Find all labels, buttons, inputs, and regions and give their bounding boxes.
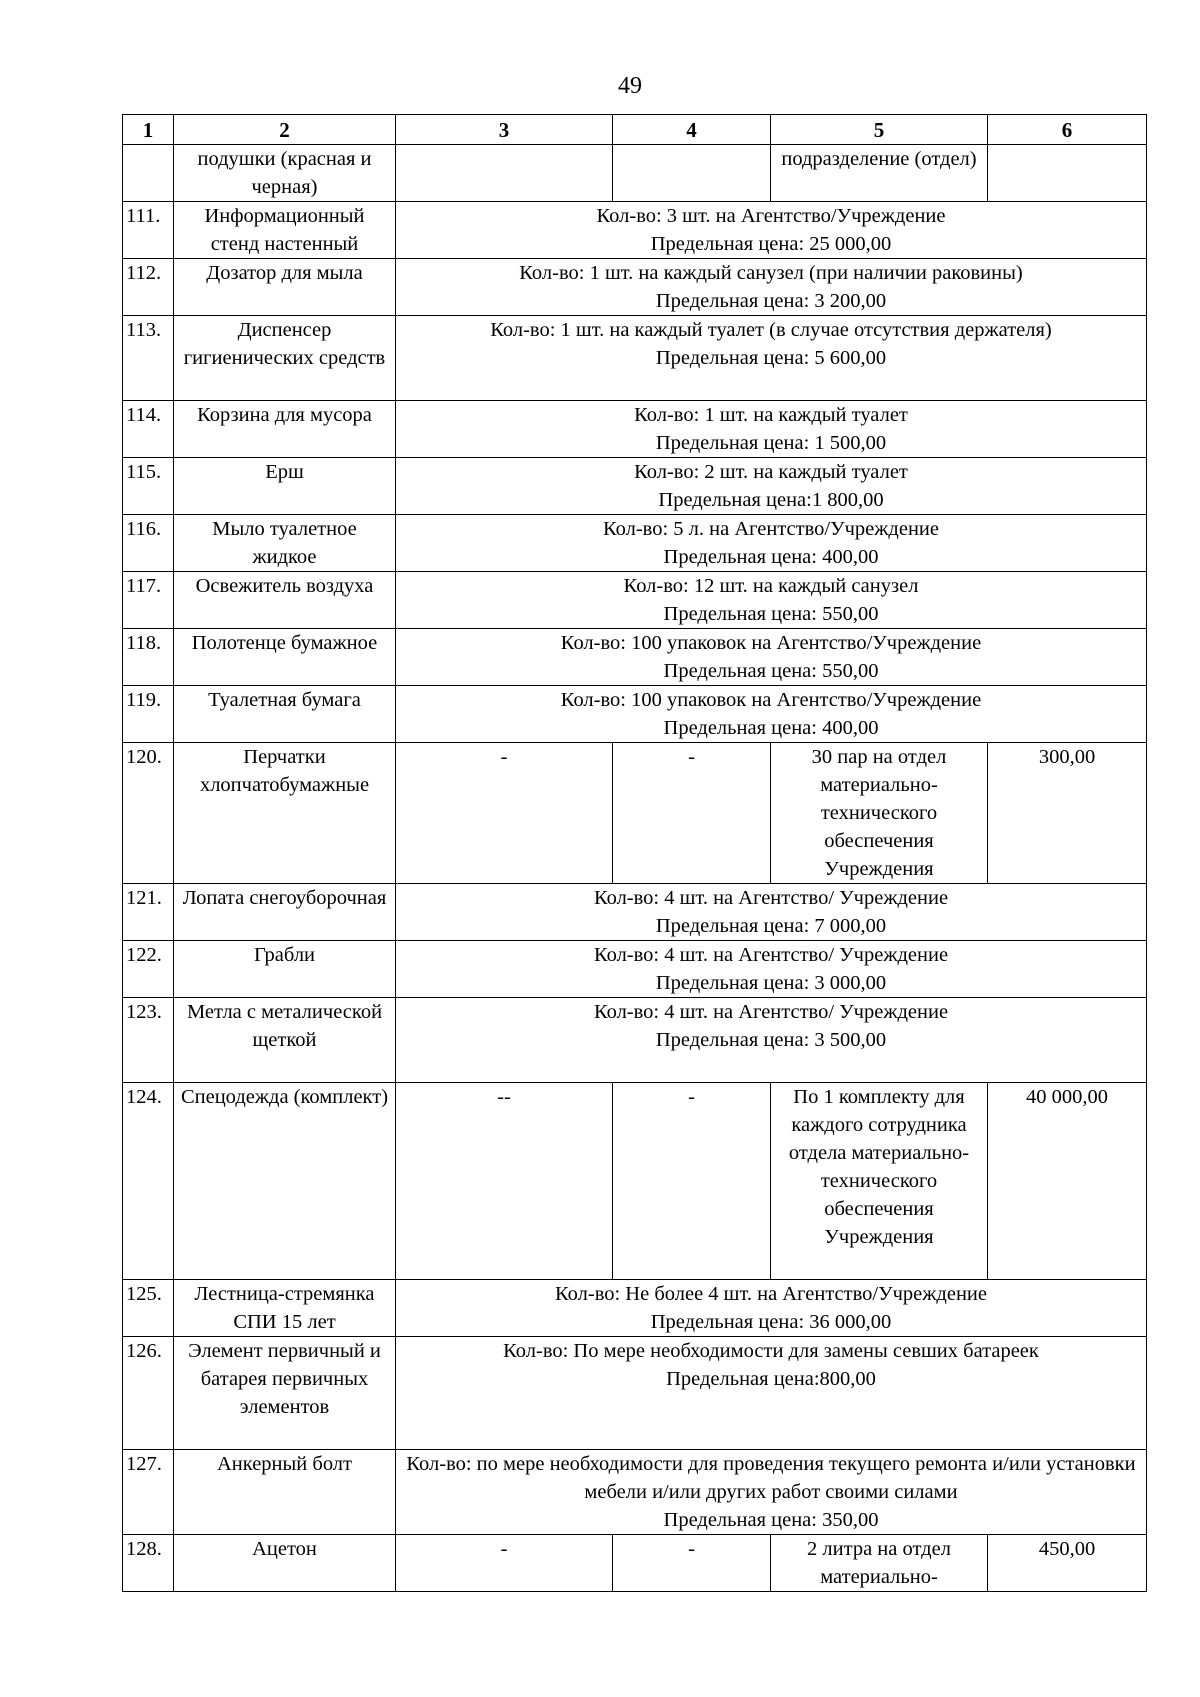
- cell-num: [123, 145, 174, 202]
- table-row: [123, 515, 1147, 572]
- cell-col5: 30 пар на отдел материально-технического обеспечения Учреждения: [771, 743, 988, 884]
- cell-name: Освежитель воздуха: [174, 572, 396, 629]
- cell-merged-spec: Кол-во: 1 шт. на каждый туалет Предельная цена: 1 500,00: [396, 401, 1147, 458]
- cell-col3: [396, 145, 613, 202]
- cell-name: Ерш: [174, 458, 396, 515]
- cell-num: 122.: [123, 941, 174, 998]
- cell-col4: -: [613, 743, 771, 884]
- cell-col6: 300,00: [988, 743, 1147, 884]
- cell-name: Туалетная бумага: [174, 686, 396, 743]
- header-col-3: 3: [396, 115, 613, 145]
- cell-num: 125.: [123, 1280, 174, 1337]
- cell-col4: -: [613, 1535, 771, 1592]
- header-col-5: 5: [771, 115, 988, 145]
- cell-name: подушки (красная и черная): [174, 145, 396, 202]
- cell-merged-spec: Кол-во: 5 л. на Агентство/Учреждение Предельная цена: 400,00: [396, 515, 1147, 572]
- cell-num: 128.: [123, 1535, 174, 1592]
- cell-merged-spec: Кол-во: По мере необходимости для замены севших батареек Предельная цена:800,00: [396, 1337, 1147, 1450]
- cell-col6: [988, 145, 1147, 202]
- cell-merged-spec: Кол-во: 3 шт. на Агентство/Учреждение Предельная цена: 25 000,00: [396, 202, 1147, 259]
- cell-num: 118.: [123, 629, 174, 686]
- cell-merged-spec: Кол-во: 2 шт. на каждый туалет Предельная цена:1 800,00: [396, 458, 1147, 515]
- cell-merged-spec: Кол-во: 1 шт. на каждый санузел (при наличии раковины) Предельная цена: 3 200,00: [396, 259, 1147, 316]
- table-row: [123, 884, 1147, 941]
- cell-num: 119.: [123, 686, 174, 743]
- cell-merged-spec: Кол-во: Не более 4 шт. на Агентство/Учреждение Предельная цена: 36 000,00: [396, 1280, 1147, 1337]
- cell-name: Метла с металической щеткой: [174, 998, 396, 1083]
- cell-name: Грабли: [174, 941, 396, 998]
- table-row: [123, 629, 1147, 686]
- cell-col5: подразделение (отдел): [771, 145, 988, 202]
- cell-num: 113.: [123, 316, 174, 401]
- cell-col6: 450,00: [988, 1535, 1147, 1592]
- cell-name: Мыло туалетное жидкое: [174, 515, 396, 572]
- cell-num: 116.: [123, 515, 174, 572]
- table-row: [123, 1083, 1147, 1280]
- cell-name: Полотенце бумажное: [174, 629, 396, 686]
- cell-merged-spec: Кол-во: 12 шт. на каждый санузел Предельная цена: 550,00: [396, 572, 1147, 629]
- cell-num: 111.: [123, 202, 174, 259]
- cell-name: Элемент первичный и батарея первичных элементов: [174, 1337, 396, 1450]
- table-row: [123, 1450, 1147, 1535]
- cell-col4: [613, 145, 771, 202]
- table-body: [123, 145, 1147, 1592]
- cell-name: Информационный стенд настенный: [174, 202, 396, 259]
- table-row: [123, 458, 1147, 515]
- table-row: [123, 1535, 1147, 1592]
- cell-num: 127.: [123, 1450, 174, 1535]
- table-row: [123, 259, 1147, 316]
- cell-merged-spec: Кол-во: 4 шт. на Агентство/ Учреждение Предельная цена: 3 500,00: [396, 998, 1147, 1083]
- header-col-6: 6: [988, 115, 1147, 145]
- cell-merged-spec: Кол-во: 1 шт. на каждый туалет (в случае отсутствия держателя) Предельная цена: 5 600,00: [396, 316, 1147, 401]
- table-row: [123, 316, 1147, 401]
- cell-name: Корзина для мусора: [174, 401, 396, 458]
- table-row: [123, 941, 1147, 998]
- table-row: [123, 401, 1147, 458]
- cell-name: Ацетон: [174, 1535, 396, 1592]
- page-number: 49: [618, 73, 642, 99]
- norms-table-container: [122, 114, 1147, 1592]
- cell-col3: --: [396, 1083, 613, 1280]
- cell-name: Лестница-стремянка СПИ 15 лет: [174, 1280, 396, 1337]
- header-col-1: 1: [123, 115, 174, 145]
- cell-merged-spec: Кол-во: 100 упаковок на Агентство/Учреждение Предельная цена: 550,00: [396, 629, 1147, 686]
- cell-merged-spec: Кол-во: 4 шт. на Агентство/ Учреждение Предельная цена: 7 000,00: [396, 884, 1147, 941]
- cell-num: 117.: [123, 572, 174, 629]
- continuation-row: [123, 145, 1147, 202]
- cell-name: Перчатки хлопчатобумажные: [174, 743, 396, 884]
- cell-num: 124.: [123, 1083, 174, 1280]
- header-col-4: 4: [613, 115, 771, 145]
- cell-name: Анкерный болт: [174, 1450, 396, 1535]
- table-row: [123, 998, 1147, 1083]
- table-row: [123, 572, 1147, 629]
- cell-merged-spec: Кол-во: 4 шт. на Агентство/ Учреждение Предельная цена: 3 000,00: [396, 941, 1147, 998]
- cell-num: 126.: [123, 1337, 174, 1450]
- cell-name: Спецодежда (комплект): [174, 1083, 396, 1280]
- cell-merged-spec: Кол-во: 100 упаковок на Агентство/Учреждение Предельная цена: 400,00: [396, 686, 1147, 743]
- cell-num: 120.: [123, 743, 174, 884]
- cell-num: 121.: [123, 884, 174, 941]
- cell-name: Лопата снегоуборочная: [174, 884, 396, 941]
- table-row: [123, 1337, 1147, 1450]
- cell-col6: 40 000,00: [988, 1083, 1147, 1280]
- cell-num: 123.: [123, 998, 174, 1083]
- cell-col3: -: [396, 743, 613, 884]
- cell-merged-spec: Кол-во: по мере необходимости для проведения текущего ремонта и/или установки мебели и/или других работ своими силами Предельная цена: 350,00: [396, 1450, 1147, 1535]
- header-col-2: 2: [174, 115, 396, 145]
- cell-col5: По 1 комплекту для каждого сотрудника отдела материально-технического обеспечения Учреждения: [771, 1083, 988, 1280]
- cell-col4: -: [613, 1083, 771, 1280]
- table-row: [123, 743, 1147, 884]
- cell-col3: -: [396, 1535, 613, 1592]
- cell-col5: 2 литра на отдел материально-: [771, 1535, 988, 1592]
- table-row: [123, 1280, 1147, 1337]
- cell-num: 114.: [123, 401, 174, 458]
- norms-table: [122, 114, 1147, 1592]
- header-row: [123, 115, 1147, 145]
- cell-num: 115.: [123, 458, 174, 515]
- table-row: [123, 202, 1147, 259]
- cell-num: 112.: [123, 259, 174, 316]
- cell-name: Дозатор для мыла: [174, 259, 396, 316]
- cell-name: Диспенсер гигиенических средств: [174, 316, 396, 401]
- table-row: [123, 686, 1147, 743]
